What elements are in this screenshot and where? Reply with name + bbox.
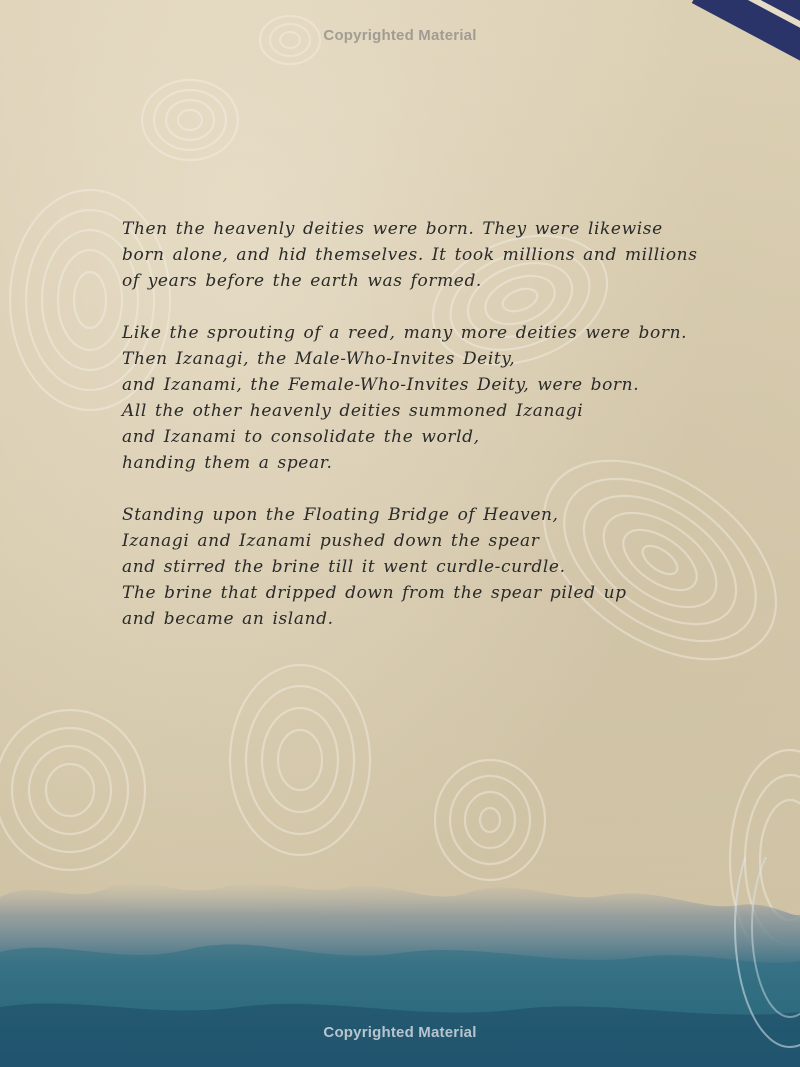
text-line: Then Izanagi, the Male-Who-Invites Deity,	[122, 349, 516, 369]
text-line: Like the sprouting of a reed, many more deities were born.	[122, 323, 688, 343]
text-line: of years before the earth was formed.	[122, 271, 482, 291]
text-line: and Izanami, the Female-Who-Invites Deity, were born.	[122, 375, 640, 395]
story-text	[122, 216, 722, 632]
text-line: The brine that dripped down from the spear piled up	[122, 583, 627, 603]
text-line: All the other heavenly deities summoned Izanagi	[122, 401, 584, 421]
copyright-watermark-top: Copyrighted Material	[323, 27, 477, 44]
copyright-watermark-bottom: Copyrighted Material	[323, 1024, 477, 1041]
text-line: and Izanami to consolidate the world,	[122, 427, 480, 447]
text-line: and became an island.	[122, 609, 334, 629]
paragraph	[122, 320, 722, 476]
text-line: handing them a spear.	[122, 453, 333, 473]
text-line: Then the heavenly deities were born. They were likewise	[122, 219, 663, 239]
text-line: Izanagi and Izanami pushed down the spear	[122, 531, 540, 551]
paragraph	[122, 216, 722, 294]
paragraph	[122, 502, 722, 632]
text-line: born alone, and hid themselves. It took millions and millions	[122, 245, 698, 265]
text-line: and stirred the brine till it went curdle-curdle.	[122, 557, 566, 577]
text-line: Standing upon the Floating Bridge of Heaven,	[122, 505, 559, 525]
